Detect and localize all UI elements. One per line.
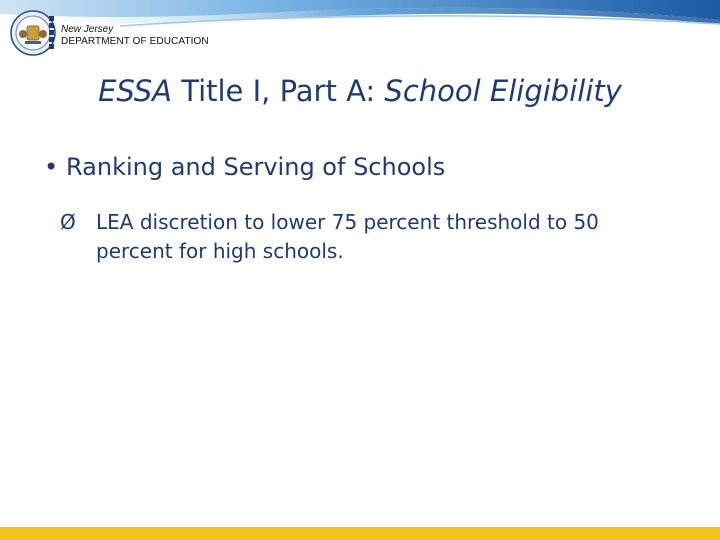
title-part-school-eligibility: School Eligibility — [384, 74, 622, 108]
bullet-dot-icon: • — [44, 153, 59, 181]
bullet-level2 — [60, 208, 680, 266]
state-name: New Jersey — [61, 24, 114, 35]
nj-state-seal-icon — [10, 10, 56, 56]
bullet-level2-text: LEA discretion to lower 75 percent threshold to 50 percent for high schools. — [96, 210, 599, 263]
bullet-level1 — [44, 153, 445, 181]
bullet-level1-text: Ranking and Serving of Schools — [66, 153, 446, 181]
organization-name — [61, 24, 209, 48]
title-part-title-i: Title I, Part A: — [172, 74, 385, 108]
slide-title — [0, 74, 720, 108]
title-part-essa: ESSA — [98, 74, 173, 108]
bottom-accent-bar — [0, 527, 720, 540]
department-name: DEPARTMENT OF EDUCATION — [61, 36, 209, 47]
arrow-bullet-icon: Ø — [60, 210, 76, 234]
